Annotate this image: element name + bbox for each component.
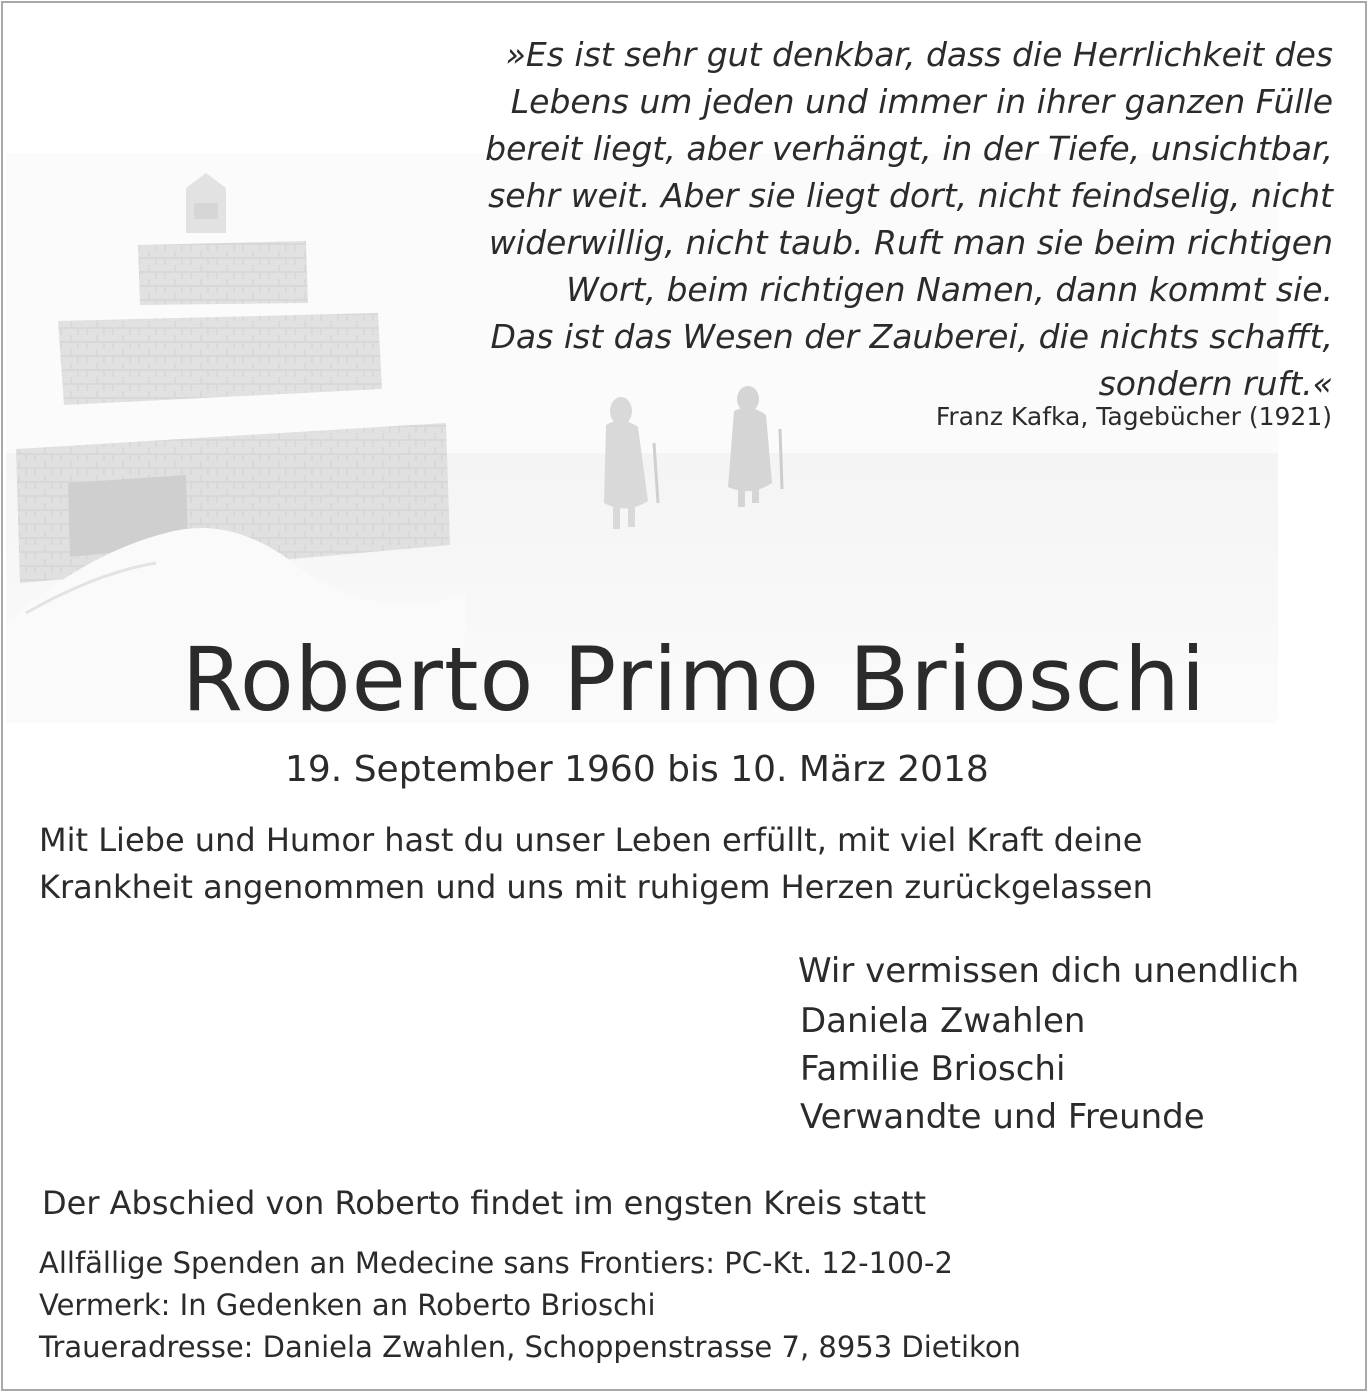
mourners-block [798,947,1299,1141]
farewell-notice: Der Abschied von Roberto findet im engsten Kreis statt [42,1184,927,1222]
mourner-name: Daniela Zwahlen [800,1001,1086,1041]
quote-line: sehr weit. Aber sie liegt dort, nicht feindselig, nicht [488,176,1333,215]
mourner-name: Verwandte und Freunde [800,1097,1205,1137]
details-block [39,1242,1021,1368]
obituary-frame [1,1,1367,1391]
mourner-name: Familie Brioschi [800,1049,1066,1089]
quote-line: sondern ruft.« [1098,364,1333,403]
donation-note: Vermerk: In Gedenken an Roberto Brioschi [39,1288,656,1322]
donation-info: Allfällige Spenden an Medecine sans Frontiers: PC-Kt. 12-100-2 [39,1246,953,1280]
memorial-message [39,817,1153,911]
deceased-name: Roberto Primo Brioschi [181,628,1207,731]
mourners-intro: Wir vermissen dich unendlich [798,951,1300,991]
quote-line: Wort, beim richtigen Namen, dann kommt sie. [566,270,1333,309]
mourning-address: Traueradresse: Daniela Zwahlen, Schoppenstrasse 7, 8953 Dietikon [39,1330,1021,1364]
quote-line: »Es ist sehr gut denkbar, dass die Herrlichkeit des [505,35,1333,74]
quote-line: widerwillig, nicht taub. Ruft man sie beim richtigen [488,223,1333,262]
quote-line: bereit liegt, aber verhängt, in der Tiefe, unsichtbar, [485,129,1333,168]
quote-line: Das ist das Wesen der Zauberei, die nichts schafft, [490,317,1333,356]
quote-line: Lebens um jeden und immer in ihrer ganzen Fülle [510,82,1333,121]
kafka-quote [333,31,1333,407]
life-dates: 19. September 1960 bis 10. März 2018 [285,749,989,790]
message-line-2: Krankheit angenommen und uns mit ruhigem Herzen zurückgelassen [39,868,1153,906]
quote-source: Franz Kafka, Tagebücher (1921) [935,402,1332,431]
message-line-1: Mit Liebe und Humor hast du unser Leben erfüllt, mit viel Kraft deine [39,821,1143,859]
